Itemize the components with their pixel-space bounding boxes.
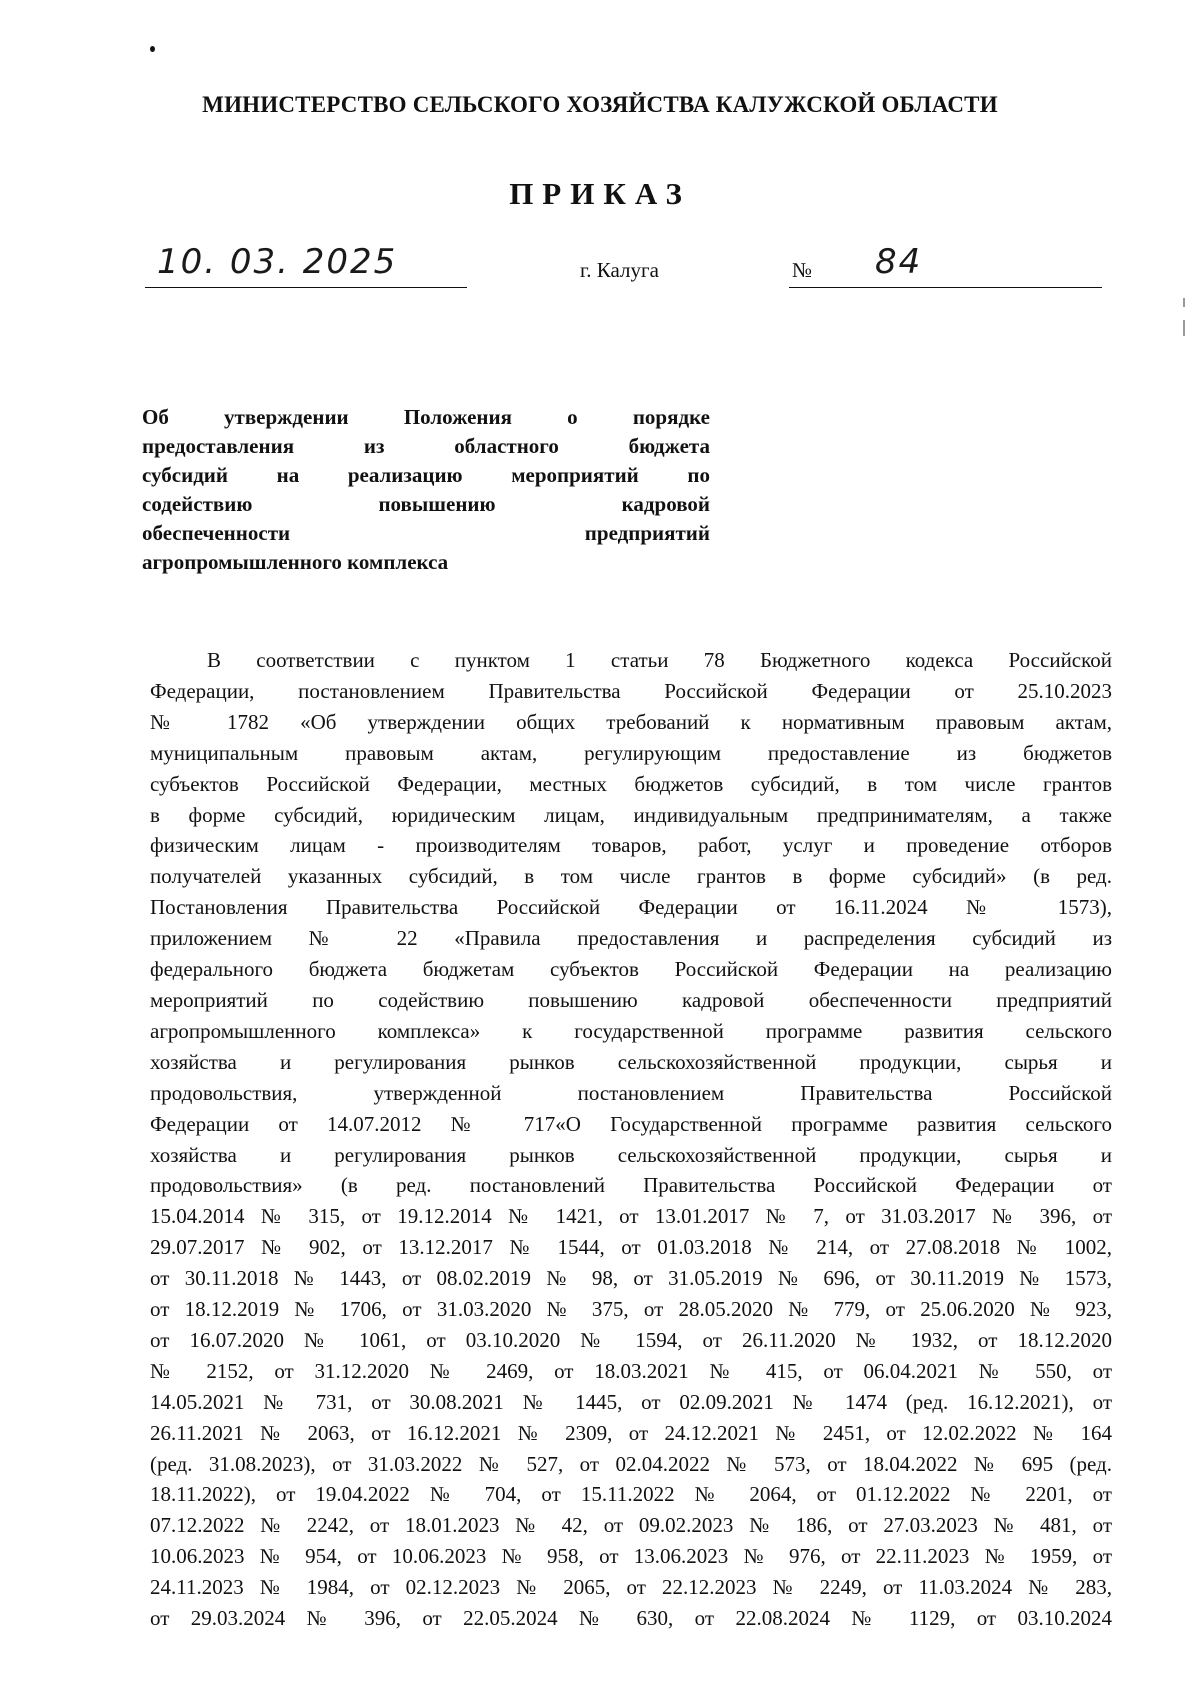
order-number-handwritten: 84 (875, 242, 923, 282)
order-number-label: № (792, 258, 813, 282)
body-line: 07.12.2022 № 2242, от 18.01.2023 № 42, от 09.02.2023 № 186, от 27.03.2023 № 481, от (150, 1513, 1112, 1538)
body-line: (ред. 31.08.2023), от 31.03.2022 № 527, от 02.04.2022 № 573, от 18.04.2022 № 695 (ред. (150, 1451, 1112, 1476)
order-number-field (789, 240, 1102, 288)
body-line: хозяйства и регулирования рынков сельскохозяйственной продукции, сырья и (150, 1049, 1112, 1074)
body-line: 15.04.2014 № 315, от 19.12.2014 № 1421, от 13.01.2017 № 7, от 31.03.2017 № 396, от (150, 1204, 1112, 1229)
subject-line: агропромышленного комплекса (142, 550, 449, 574)
order-title: ПРИКАЗ (509, 176, 691, 211)
body-line: физическим лицам - производителям товаров, работ, услуг и проведение отборов (150, 833, 1112, 858)
body-line: 26.11.2021 № 2063, от 16.12.2021 № 2309, от 24.12.2021 № 2451, от 12.02.2022 № 164 (150, 1420, 1112, 1445)
subject-line: субсидий на реализацию мероприятий по (142, 463, 710, 487)
body-line: агропромышленного комплекса» к государственной программе развития сельского (150, 1018, 1112, 1043)
body-line: продовольствия, утвержденной постановлением Правительства Российской (150, 1080, 1112, 1105)
body-line: хозяйства и регулирования рынков сельскохозяйственной продукции, сырья и (150, 1142, 1112, 1167)
body-line: Федерации, постановлением Правительства Российской Федерации от 25.10.2023 (150, 678, 1112, 703)
scan-artifact-mark (1183, 320, 1185, 336)
body-line: субъектов Российской Федерации, местных бюджетов субсидий, в том числе грантов (150, 771, 1112, 796)
body-line: от 30.11.2018 № 1443, от 08.02.2019 № 98, от 31.05.2019 № 696, от 30.11.2019 № 1573, (150, 1266, 1112, 1291)
body-line: 14.05.2021 № 731, от 30.08.2021 № 1445, от 02.09.2021 № 1474 (ред. 16.12.2021), от (150, 1389, 1112, 1414)
body-line: 10.06.2023 № 954, от 10.06.2023 № 958, от 13.06.2023 № 976, от 22.11.2023 № 1959, от (150, 1544, 1112, 1569)
body-line: Федерации от 14.07.2012 № 717«О Государственной программе развития сельского (150, 1111, 1112, 1136)
scan-artifact-mark (1183, 298, 1185, 307)
body-line: 29.07.2017 № 902, от 13.12.2017 № 1544, от 01.03.2018 № 214, от 27.08.2018 № 1002, (150, 1235, 1112, 1260)
body-line: от 18.12.2019 № 1706, от 31.03.2020 № 375, от 28.05.2020 № 779, от 25.06.2020 № 923, (150, 1297, 1112, 1322)
order-date-field (145, 240, 467, 288)
order-body-text (150, 645, 1112, 1634)
body-line: Постановления Правительства Российской Федерации от 16.11.2024 № 1573), (150, 895, 1112, 920)
subject-line: Об утверждении Положения о порядке (142, 405, 710, 429)
body-line: приложением № 22 «Правила предоставления и распределения субсидий из (150, 926, 1112, 951)
body-line: муниципальным правовым актам, регулирующим предоставление из бюджетов (150, 740, 1112, 765)
order-subject (142, 403, 710, 577)
subject-line: предоставления из областного бюджета (142, 434, 710, 458)
subject-line: содействию повышению кадровой (142, 492, 710, 516)
ministry-heading: МИНИСТЕРСТВО СЕЛЬСКОГО ХОЗЯЙСТВА КАЛУЖСКОЙ ОБЛАСТИ (202, 92, 998, 117)
body-line: продовольствия» (в ред. постановлений Правительства Российской Федерации от (150, 1173, 1112, 1198)
body-line: федерального бюджета бюджетам субъектов Российской Федерации на реализацию (150, 957, 1112, 982)
body-line: № 2152, от 31.12.2020 № 2469, от 18.03.2021 № 415, от 06.04.2021 № 550, от (150, 1358, 1112, 1383)
subject-line: обеспеченности предприятий (142, 521, 710, 545)
order-city: г. Калуга (580, 258, 659, 282)
body-line: в форме субсидий, юридическим лицам, индивидуальным предпринимателям, а также (150, 802, 1112, 827)
scan-artifact-dot (150, 46, 155, 52)
body-line: мероприятий по содействию повышению кадровой обеспеченности предприятий (150, 987, 1112, 1012)
body-line: № 1782 «Об утверждении общих требований к нормативным правовым актам, (150, 709, 1112, 734)
body-line: 18.11.2022), от 19.04.2022 № 704, от 15.11.2022 № 2064, от 01.12.2022 № 2201, от (150, 1482, 1112, 1507)
body-line: от 29.03.2024 № 396, от 22.05.2024 № 630, от 22.08.2024 № 1129, от 03.10.2024 (150, 1606, 1112, 1631)
body-line: 24.11.2023 № 1984, от 02.12.2023 № 2065, от 22.12.2023 № 2249, от 11.03.2024 № 283, (150, 1575, 1112, 1600)
order-date-handwritten: 10. 03. 2025 (157, 242, 398, 282)
body-line: получателей указанных субсидий, в том числе грантов в форме субсидий» (в ред. (150, 864, 1112, 889)
body-line: В соответствии с пунктом 1 статьи 78 Бюджетного кодекса Российской (207, 648, 1112, 672)
body-line: от 16.07.2020 № 1061, от 03.10.2020 № 1594, от 26.11.2020 № 1932, от 18.12.2020 (150, 1327, 1112, 1352)
